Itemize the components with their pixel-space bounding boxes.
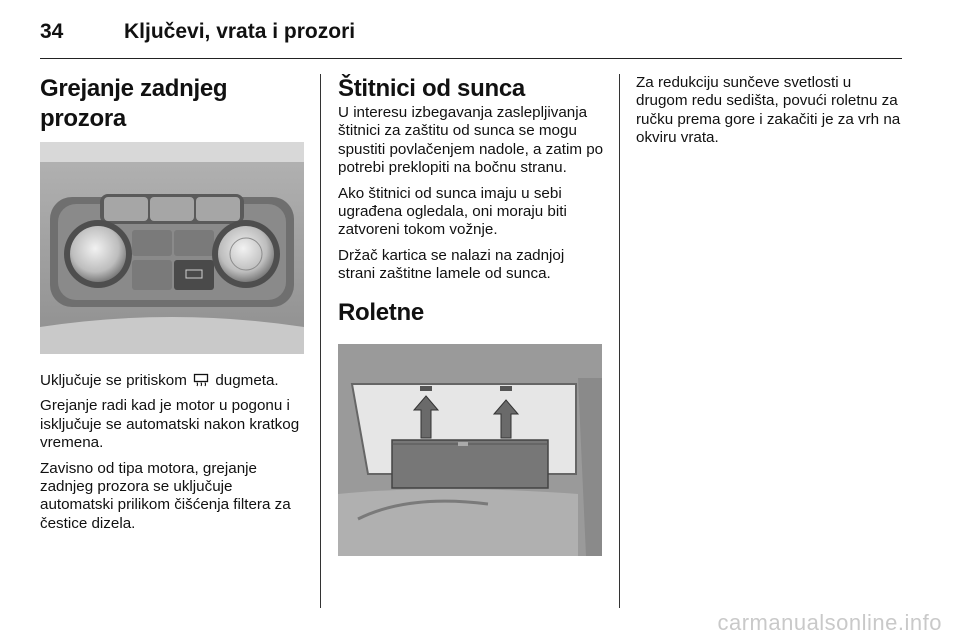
column-divider	[619, 74, 620, 608]
section-heading-rear-window-heating: Grejanje zadnjeg prozora	[40, 75, 228, 132]
climate-control-panel-photo	[40, 142, 304, 354]
section-heading-roller-blinds: Roletne	[338, 298, 424, 326]
paragraph-text: Zavisno od tipa motora, grejanje zadnjeg prozora se uključuje automatski prilikom čišćenja filtera za čestice dizela.	[40, 459, 291, 532]
column-rear-window-heating	[40, 74, 306, 540]
paragraph-text: Držač kartica se nalazi na zadnjoj strani zaštitne lamele od sunca.	[338, 246, 565, 283]
paragraph-text: Za redukciju sunčeve svetlosti u drugom redu sedišta, povući roletnu za ručku prema gore i zakačiti je za vrh na okviru vrata.	[636, 74, 901, 147]
paragraph-text: dugmeta.	[215, 372, 279, 389]
paragraph-text: U interesu izbegavanja zaslepljivanja štitnici za zaštitu od sunca se mogu spustiti povlačenjem nadole, a zatim po potrebi preklopiti na bočnu stranu.	[338, 104, 604, 177]
section-heading-sun-visors: Štitnici od sunca	[338, 75, 525, 102]
paragraph-text: Grejanje radi kad je motor u pogonu i isključuje se automatski nakon kratkog vremena.	[40, 397, 300, 452]
roller-blind-photo	[338, 344, 602, 556]
chapter-title: Ključevi, vrata i prozori	[124, 20, 356, 43]
page-number: 34	[40, 20, 64, 43]
watermark: carmanualsonline.info	[717, 610, 942, 635]
page-header	[40, 18, 902, 59]
column-divider	[320, 74, 321, 608]
rear-window-heater-icon	[193, 373, 209, 387]
paragraph-text: Ako štitnici od sunca imaju u sebi ugrađena ogledala, oni moraju biti zatvoreni tokom vožnje.	[338, 184, 567, 239]
column-sun-visors	[338, 74, 604, 556]
column-roller-blind-text	[636, 74, 902, 155]
paragraph-text: Uključuje se pritiskom	[40, 372, 187, 389]
